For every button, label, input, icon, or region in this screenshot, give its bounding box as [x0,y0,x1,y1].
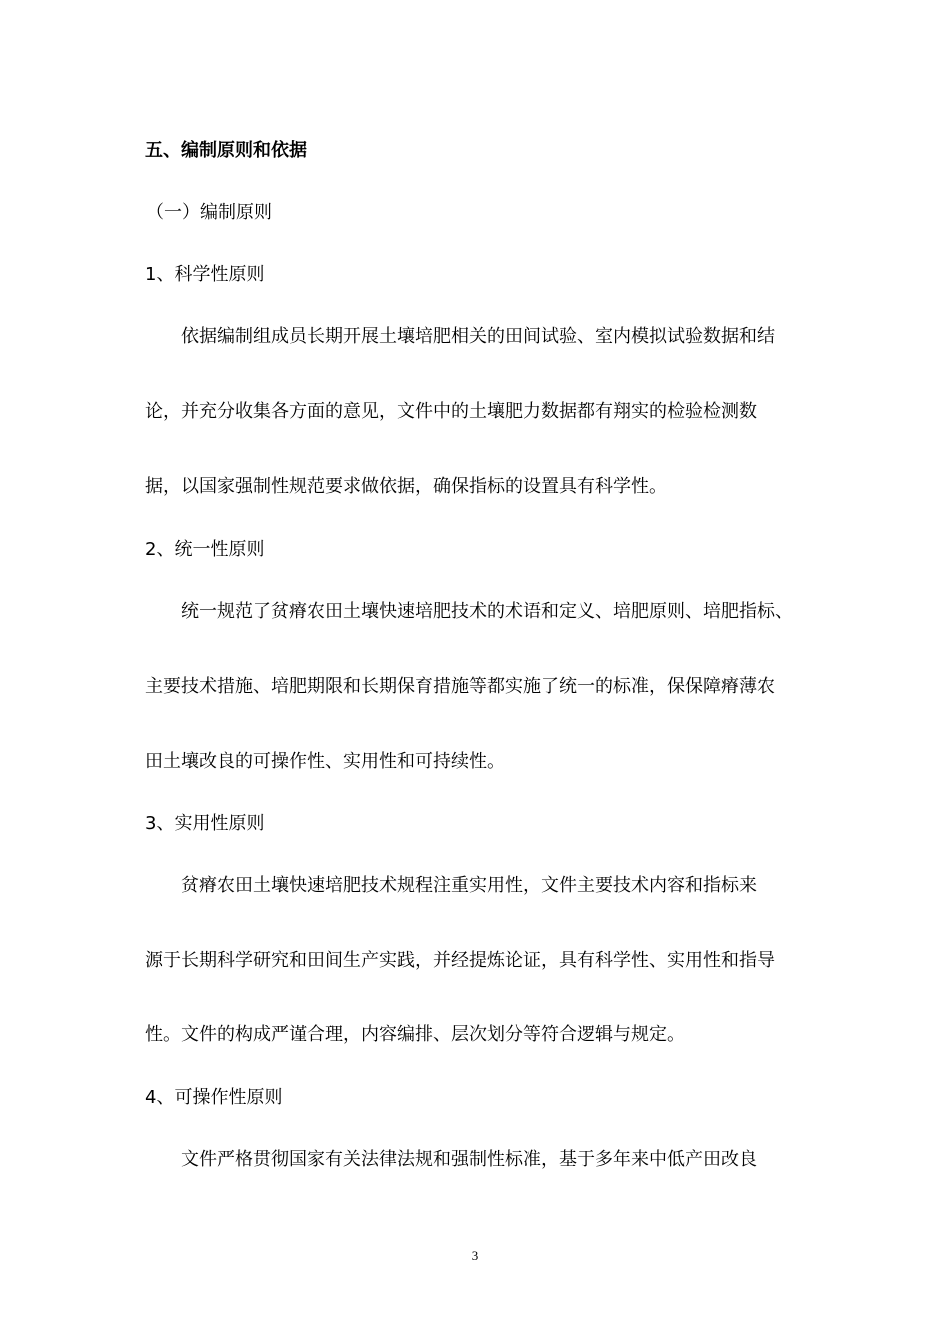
paragraph-line: 源于长期科学研究和田间生产实践，并经提炼论证，具有科学性、实用性和指导 [145,950,775,971]
paragraph-line: 贫瘠农田土壤快速培肥技术规程注重实用性，文件主要技术内容和指标来 [181,875,757,896]
paragraph-line: 性。文件的构成严谨合理，内容编排、层次划分等符合逻辑与规定。 [145,1024,685,1045]
page-number: 3 [471,1248,479,1263]
paragraph-line: 依据编制组成员长期开展土壤培肥相关的田间试验、室内模拟试验数据和结 [181,326,775,347]
principle-heading-scientific: 1、科学性原则 [145,264,265,285]
subsection-title: （一）编制原则 [146,202,272,223]
paragraph-line: 统一规范了贫瘠农田土壤快速培肥技术的术语和定义、培肥原则、培肥指标、 [181,601,793,622]
principle-heading-practicality: 3、实用性原则 [145,813,265,834]
paragraph-line: 田土壤改良的可操作性、实用性和可持续性。 [145,751,505,772]
section-title: 五、编制原则和依据 [145,140,307,161]
principle-heading-unity: 2、统一性原则 [145,539,265,560]
paragraph-line: 据，以国家强制性规范要求做依据，确保指标的设置具有科学性。 [145,476,667,497]
paragraph-line: 论，并充分收集各方面的意见，文件中的土壤肥力数据都有翔实的检验检测数 [145,401,757,422]
paragraph-line: 主要技术措施、培肥期限和长期保育措施等都实施了统一的标准，保保障瘠薄农 [145,676,775,697]
paragraph-line: 文件严格贯彻国家有关法律法规和强制性标准，基于多年来中低产田改良 [181,1149,757,1170]
principle-heading-operability: 4、可操作性原则 [145,1087,283,1108]
